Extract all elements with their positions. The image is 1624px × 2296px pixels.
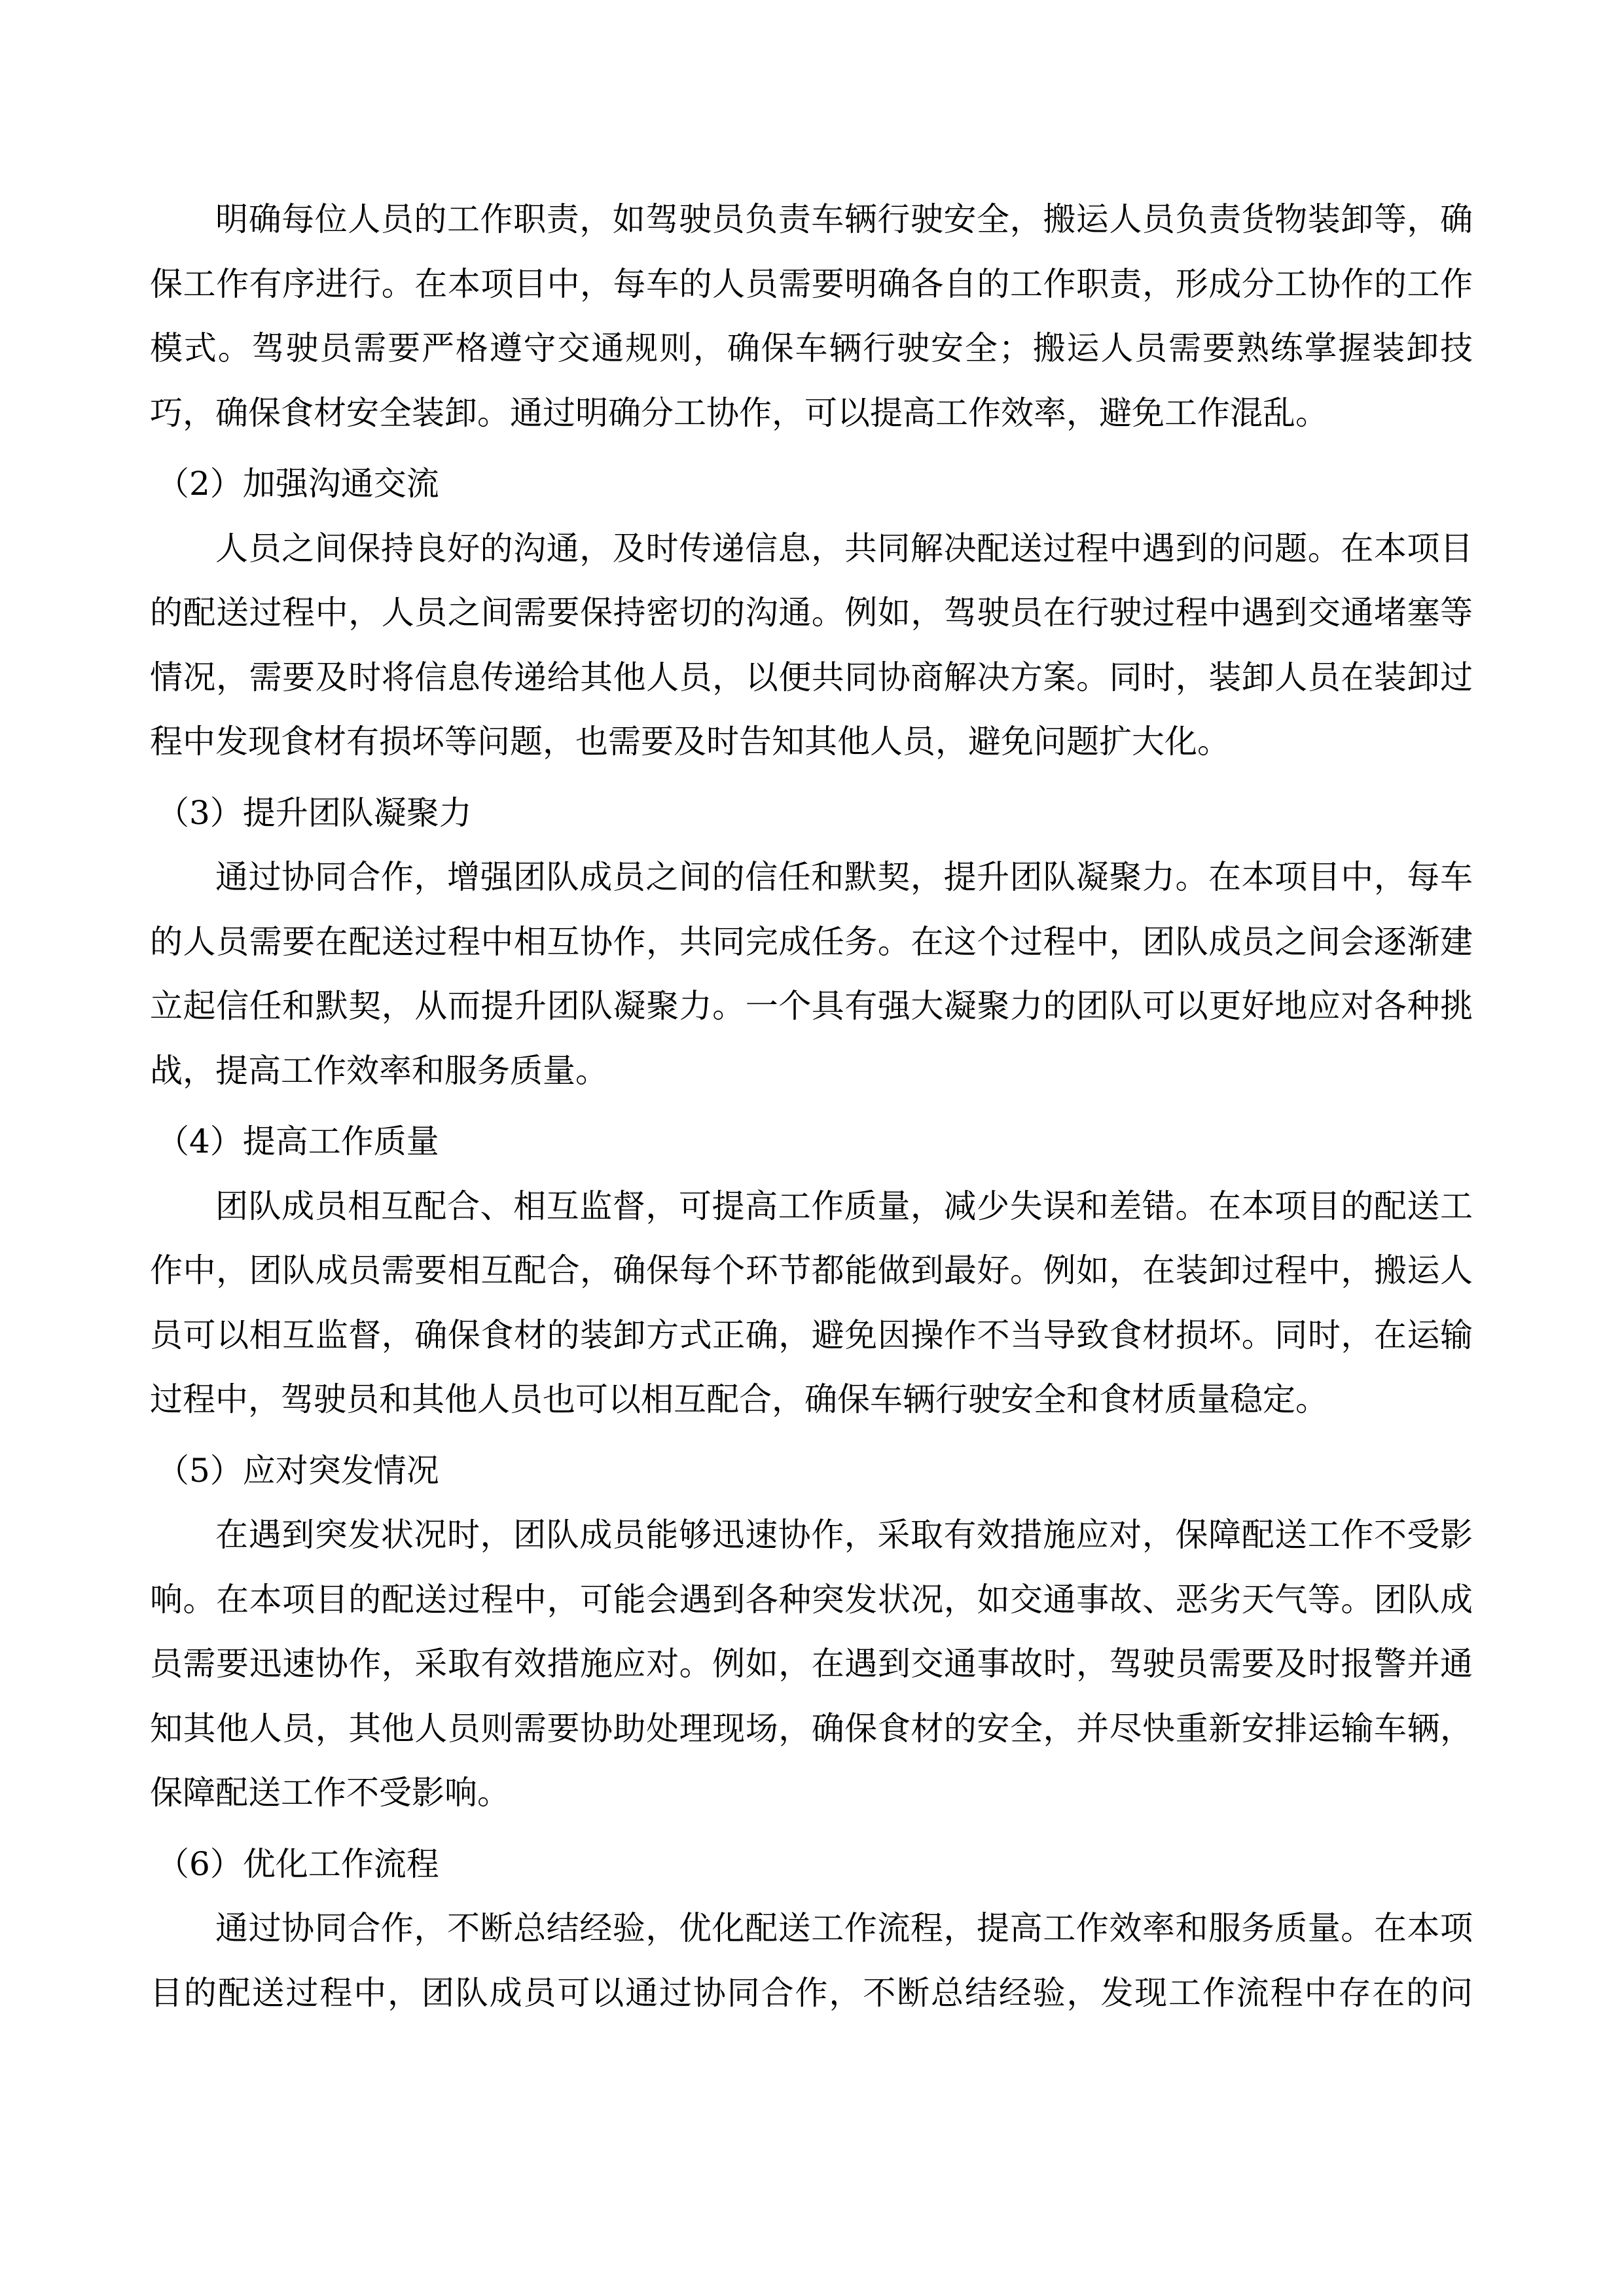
paragraph-line: 保工作有序进行。在本项目中，每车的人员需要明确各自的工作职责，形成分工协作的工作: [150, 264, 1473, 303]
document-body: [150, 187, 1473, 2025]
section-heading: （6）优化工作流程: [156, 1844, 439, 1883]
paragraph-line: 员需要迅速协作，采取有效措施应对。例如，在遇到交通事故时，驾驶员需要及时报警并通: [150, 1645, 1473, 1683]
paragraph-line: 的人员需要在配送过程中相互协作，共同完成任务。在这个过程中，团队成员之间会逐渐建: [150, 922, 1473, 961]
paragraph-line: 人员之间保持良好的沟通，及时传递信息，共同解决配送过程中遇到的问题。在本项目: [215, 529, 1473, 567]
paragraph-line: 明确每位人员的工作职责，如驾驶员负责车辆行驶安全，搬运人员负责货物装卸等，确: [215, 200, 1473, 238]
paragraph-line: 情况，需要及时将信息传递给其他人员，以便共同协商解决方案。同时，装卸人员在装卸过: [150, 658, 1473, 696]
paragraph-line: 通过协同合作，不断总结经验，优化配送工作流程，提高工作效率和服务质量。在本项: [215, 1909, 1473, 1947]
paragraph-line: 知其他人员，其他人员则需要协助处理现场，确保食材的安全，并尽快重新安排运输车辆，: [150, 1709, 1473, 1748]
paragraph-line: 目的配送过程中，团队成员可以通过协同合作，不断总结经验，发现工作流程中存在的问: [150, 1973, 1473, 2012]
section-heading: （2）加强沟通交流: [156, 465, 439, 503]
paragraph-line: 员可以相互监督，确保食材的装卸方式正确，避免因操作不当导致食材损坏。同时，在运输: [150, 1316, 1473, 1354]
paragraph-line: 通过协同合作，增强团队成员之间的信任和默契，提升团队凝聚力。在本项目中，每车: [215, 858, 1473, 896]
section-heading: （3）提升团队凝聚力: [156, 793, 472, 832]
paragraph-line: 保障配送工作不受影响。: [150, 1774, 510, 1812]
paragraph-line: 过程中，驾驶员和其他人员也可以相互配合，确保车辆行驶安全和食材质量稳定。: [150, 1380, 1328, 1418]
paragraph-line: 程中发现食材有损坏等问题，也需要及时告知其他人员，避免问题扩大化。: [150, 723, 1230, 761]
paragraph-line: 团队成员相互配合、相互监督，可提高工作质量，减少失误和差错。在本项目的配送工: [215, 1187, 1473, 1225]
paragraph-line: 的配送过程中，人员之间需要保持密切的沟通。例如，驾驶员在行驶过程中遇到交通堵塞等: [150, 594, 1473, 632]
paragraph-line: 响。在本项目的配送过程中，可能会遇到各种突发状况，如交通事故、恶劣天气等。团队成: [150, 1580, 1473, 1619]
paragraph-line: 巧，确保食材安全装卸。通过明确分工协作，可以提高工作效率，避免工作混乱。: [150, 393, 1328, 432]
paragraph-line: 战，提高工作效率和服务质量。: [150, 1051, 608, 1090]
paragraph-line: 在遇到突发状况时，团队成员能够迅速协作，采取有效措施应对，保障配送工作不受影: [215, 1516, 1473, 1554]
paragraph-line: 立起信任和默契，从而提升团队凝聚力。一个具有强大凝聚力的团队可以更好地应对各种挑: [150, 987, 1473, 1025]
section-heading: （5）应对突发情况: [156, 1451, 439, 1490]
paragraph-line: 作中，团队成员需要相互配合，确保每个环节都能做到最好。例如，在装卸过程中，搬运人: [150, 1251, 1473, 1289]
section-heading: （4）提高工作质量: [156, 1122, 439, 1160]
paragraph-line: 模式。驾驶员需要严格遵守交通规则，确保车辆行驶安全；搬运人员需要熟练掌握装卸技: [150, 329, 1473, 367]
